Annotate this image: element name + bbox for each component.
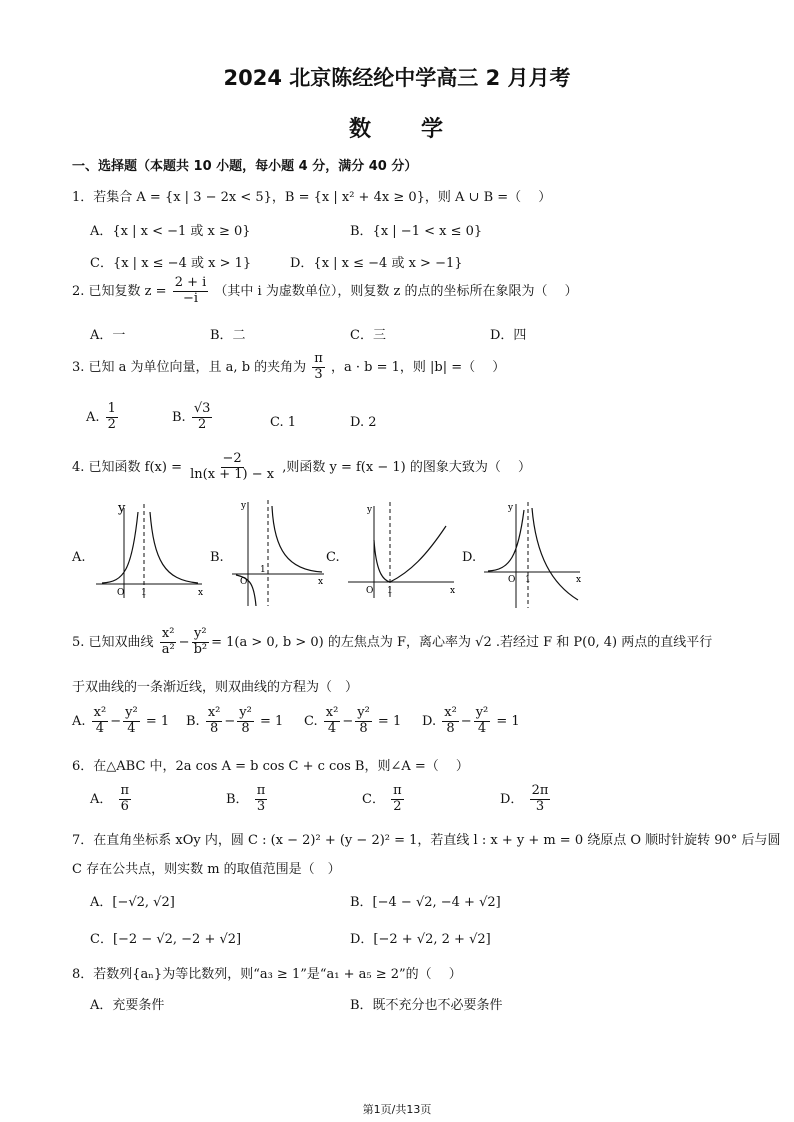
q5-b-f2 [237, 706, 254, 737]
q1-stem: 1．若集合 A = {x | 3 − 2x < 5}，B = {x | x² + 4x ≥ 0}，则 A ∪ B =（ ） [72, 190, 552, 205]
q8-option-b: B．既不充分也不必要条件 [350, 998, 503, 1013]
q4-graph-d [482, 500, 586, 612]
q6-c-label: C． [362, 791, 385, 807]
q3-stem-post: ，a · b = 1，则 |b| =（ ） [330, 359, 506, 375]
q7-option-c: C．[−2 − √2, −2 + √2] [90, 932, 242, 947]
q5-d-n1: x² [444, 705, 457, 720]
q3-option-a [86, 402, 120, 433]
q4-graph-c [346, 500, 458, 600]
q5-d-label: D. [422, 713, 437, 729]
q5-option-a [72, 706, 169, 737]
q5-d-d2: 4 [477, 720, 487, 736]
q2-frac-num: 2 + i [174, 275, 207, 290]
q4-graph-a [94, 500, 206, 600]
q5-option-b [186, 706, 283, 737]
q4a-x-label: x [198, 588, 204, 598]
q5-c-d1: 4 [327, 720, 337, 736]
q2-stem-post: （其中 i 为虚数单位），则复数 z 的点的坐标所在象限为（ ） [214, 283, 578, 299]
q2-frac-den: −i [182, 290, 199, 306]
q5-a-eq: = 1 [145, 713, 170, 729]
q3-b-num: √3 [193, 401, 211, 416]
q4b-y-label: y [241, 501, 247, 511]
q5-stem-line2: 于双曲线的一条渐近线，则双曲线的方程为（ ） [72, 680, 359, 695]
q4d-origin: O [508, 575, 516, 585]
q4b-one: 1 [260, 565, 266, 575]
q2-option-c: C．三 [350, 328, 386, 343]
q5-b-minus: − [224, 713, 236, 729]
q5-frac2-den: b² [193, 641, 208, 657]
q2-stem [72, 276, 578, 307]
q5-a-label: A. [72, 713, 86, 729]
q5-c-d2: 8 [359, 720, 368, 736]
q3-frac-num: π [314, 351, 323, 366]
q6-option-d [500, 784, 552, 815]
q2-stem-pre: 2. 已知复数 z = [72, 283, 167, 299]
q5-b-n2: y² [239, 705, 252, 720]
q7-stem-line2: C 存在公共点，则实数 m 的取值范围是（ ） [72, 862, 341, 877]
q5-option-c [304, 706, 401, 737]
exam-title: 2024 北京陈经纶中学高三 2 月月考 [223, 66, 571, 90]
q4-option-d: D. [462, 550, 477, 565]
q3-a-den: 2 [107, 416, 116, 432]
q5-d-d1: 8 [446, 720, 455, 736]
q4-graph-b [230, 498, 330, 610]
q3-b-den: 2 [197, 416, 207, 432]
q5-minus: − [178, 634, 190, 650]
q4d-one: 1 [525, 575, 531, 585]
q5-d-eq: = 1 [496, 713, 520, 729]
q4-option-c: C. [326, 550, 340, 565]
q5-frac2 [192, 627, 210, 658]
q6-stem: 6．在△ABC 中，2a cos A = b cos C + c cos B，则∠A =（ ） [72, 759, 469, 774]
q5-b-f1 [206, 706, 223, 737]
q8-option-a: A．充要条件 [90, 998, 165, 1013]
q5-a-f2 [123, 706, 140, 737]
q5-c-f1 [324, 706, 341, 737]
q3-option-b [172, 402, 214, 433]
q2-fraction [173, 276, 209, 307]
q5-b-d2: 8 [241, 720, 250, 736]
q4a-y-label: y [118, 501, 126, 516]
q7-option-b: B．[−4 − √2, −4 + √2] [350, 895, 501, 910]
q5-c-label: C. [304, 713, 318, 729]
q5-d-n2: y² [475, 705, 489, 720]
q5-c-minus: − [342, 713, 354, 729]
q6-option-a [90, 784, 133, 815]
q6-d-frac [530, 784, 551, 815]
q3-a-label: A. [86, 409, 100, 425]
q4d-y-label: y [508, 503, 514, 513]
q4d-x-label: x [576, 575, 582, 585]
q6-a-den: 6 [120, 798, 129, 814]
q5-a-d1: 4 [95, 720, 105, 736]
q6-d-label: D． [500, 791, 524, 807]
q4a-origin: O [117, 588, 125, 598]
q3-b-frac [192, 402, 213, 433]
q4-stem [72, 452, 531, 483]
q3-stem [72, 352, 505, 383]
q5-c-eq: = 1 [377, 713, 402, 729]
q6-c-den: 2 [393, 798, 402, 814]
q5-stem-pre: 5. 已知双曲线 [72, 634, 154, 650]
q6-b-frac [255, 784, 268, 815]
q6-a-num: π [120, 783, 130, 798]
q6-b-num: π [256, 783, 266, 798]
q4-option-b: B. [210, 550, 224, 565]
q2-option-d: D．四 [490, 328, 527, 343]
page-number: 第1页/共13页 [362, 1103, 432, 1116]
q6-b-den: 3 [256, 798, 266, 814]
q2-option-a: A．一 [90, 328, 126, 343]
q5-a-minus: − [110, 713, 122, 729]
q4c-origin: O [366, 586, 374, 596]
q4b-origin: O [240, 577, 248, 587]
q7-stem: 7．在直角坐标系 xOy 内，圆 C : (x − 2)² + (y − 2)² = 1，若直线 l : x + y + m = 0 绕原点 O 顺时针旋转 90° 后与圆 [72, 833, 781, 848]
q4-frac-den: ln(x + 1) − x [190, 466, 275, 482]
q1-option-c: C．{x | x ≤ −4 或 x > 1} [90, 256, 252, 271]
q5-frac1 [160, 627, 177, 658]
q6-d-den: 3 [535, 798, 545, 814]
q5-a-n1: x² [93, 705, 107, 720]
q5-frac1-num: x² [161, 626, 175, 641]
q5-frac1-den: a² [161, 641, 175, 657]
q3-option-d: D. 2 [350, 415, 377, 430]
q4b-x-label: x [318, 577, 324, 587]
q6-c-num: π [393, 783, 402, 798]
q4-stem-post: ,则函数 y = f(x − 1) 的图象大致为（ ） [282, 459, 531, 475]
q6-d-num: 2π [531, 783, 549, 798]
q4c-one: 1 [387, 586, 393, 596]
q6-option-c [362, 784, 406, 815]
q3-fraction [312, 352, 325, 383]
q3-stem-pre: 3. 已知 a 为单位向量，且 a, b 的夹角为 [72, 359, 307, 375]
q6-option-b [226, 784, 269, 815]
q5-d-f2 [474, 706, 491, 737]
q6-c-frac [391, 784, 404, 815]
q5-a-f1 [92, 706, 109, 737]
q1-option-a: A．{x | x < −1 或 x ≥ 0} [90, 224, 251, 239]
q3-b-label: B. [172, 409, 186, 425]
q8-stem: 8．若数列{aₙ}为等比数列，则“a₃ ≥ 1”是“a₁ + a₅ ≥ 2”的（ ） [72, 967, 462, 982]
q6-b-label: B． [226, 791, 249, 807]
q3-option-c: C. 1 [270, 415, 297, 430]
q4a-one: 1 [141, 588, 147, 598]
q4-option-a: A. [72, 550, 86, 565]
q7-option-d: D．[−2 + √2, 2 + √2] [350, 932, 491, 947]
q7-option-a: A．[−√2, √2] [90, 895, 175, 910]
q2-option-b: B．二 [210, 328, 246, 343]
q6-a-label: A． [90, 791, 113, 807]
q4-stem-pre: 4. 已知函数 f(x) = [72, 459, 182, 475]
section-heading: 一、选择题（本题共 10 小题，每小题 4 分，满分 40 分） [72, 159, 418, 174]
q5-c-n1: x² [325, 705, 339, 720]
q5-d-f1 [442, 706, 459, 737]
q5-a-d2: 4 [127, 720, 136, 736]
q5-b-d1: 8 [209, 720, 219, 736]
q1-option-b: B．{x | −1 < x ≤ 0} [350, 224, 483, 239]
q5-b-label: B. [186, 713, 200, 729]
q5-stem-post: = 1(a > 0, b > 0) 的左焦点为 F，离心率为 √2 .若经过 F 和 P(0, 4) 两点的直线平行 [211, 634, 713, 650]
q5-c-f2 [355, 706, 372, 737]
q6-a-frac [119, 784, 132, 815]
q4c-x-label: x [450, 586, 456, 596]
q5-b-eq: = 1 [259, 713, 284, 729]
q3-a-num: 1 [107, 401, 116, 416]
q4c-y-label: y [367, 505, 373, 515]
q5-option-d [422, 706, 520, 737]
q4-fraction [188, 452, 276, 483]
q3-a-frac [106, 402, 118, 433]
q5-d-minus: − [460, 713, 472, 729]
subject-title: 数 学 [348, 117, 445, 142]
q5-frac2-num: y² [194, 626, 207, 641]
q4-frac-num: −2 [222, 451, 242, 466]
q5-b-n1: x² [207, 705, 221, 720]
q5-a-n2: y² [125, 705, 138, 720]
q1-option-d: D．{x | x ≤ −4 或 x > −1} [290, 256, 463, 271]
q3-frac-den: 3 [314, 366, 323, 382]
q5-c-n2: y² [357, 705, 370, 720]
q5-stem [72, 627, 712, 658]
